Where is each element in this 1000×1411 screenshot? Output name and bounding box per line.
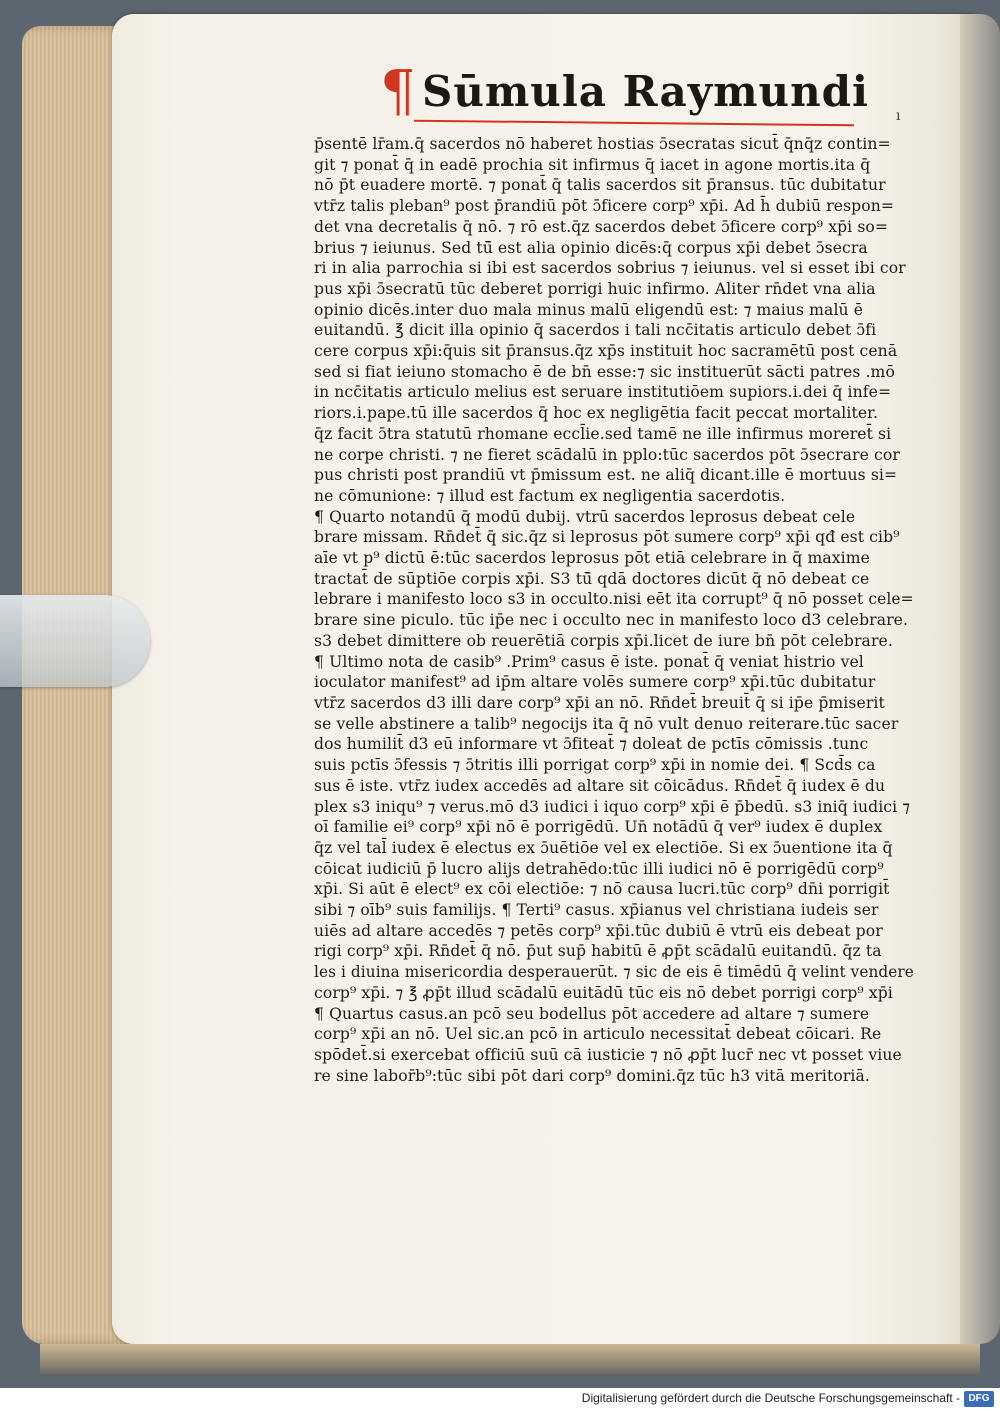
text-line: sus ē iste. vtr̄z iudex accedēs ad altare sit cōicādus. Rn̄det̄ q̄ iudex ē du xyxy=(314,776,886,795)
text-line: s3 debet dimittere ob reuerētiā corpis xp̄i.licet de iure bn̄ pōt celebrare. xyxy=(314,631,893,650)
text-line: nō p̄t euadere mortē. ⁊ ponat̄ q̄ talis sacerdos sit p̄ransus. tūc dubitatur xyxy=(314,176,886,195)
text-line: ¶ Quartus casus.an pcō seu bodellus pōt accedere ad altare ⁊ sumere xyxy=(314,1004,870,1023)
text-line: rigi corp⁹ xp̄i. Rn̄det̄ q̄ nō. p̄ut sup̄ habitū ē ꝓp̄t scādalū euitandū. q̄z ta xyxy=(314,942,882,961)
text-line: sed si fiat ieiuno stomacho ē de bn̄ esse:⁊ sic instituerūt sācti patres .mō xyxy=(314,362,895,381)
text-line: opinio dicēs.inter duo mala minus malū eligendū est: ⁊ maius malū ē xyxy=(314,300,864,319)
text-line: les i diuina misericordia desperauerūt. ⁊ sic de eis ē timēdū q̄ velint vendere xyxy=(314,963,914,982)
text-line: vtr̄z talis pleban⁹ post p̄randiū pōt ɔ̄ficere corp⁹ xp̄i. Ad h̄ dubiū respon= xyxy=(314,197,895,216)
rubric-underline xyxy=(414,120,854,127)
book-bottom-edge xyxy=(40,1344,980,1374)
text-line: det vna decretalis q̄ nō. ⁊ rō est.q̄z sacerdos debet ɔ̄ficere corp⁹ xp̄i so= xyxy=(314,217,889,236)
text-line: re sine labor̄b⁹:tūc sibi pōt dari corp⁹ domini.q̄z tūc h3 vitā meritoriā. xyxy=(314,1066,870,1085)
running-head xyxy=(380,60,900,130)
text-line: pus xp̄i ɔ̄secratū tūc deberet porrigi huic infirmo. Aliter rn̄det vna alia xyxy=(314,279,876,298)
text-line: ne corpe christi. ⁊ ne fieret scādalū in pplo:tūc sacerdos pōt ɔ̄secrare cor xyxy=(314,445,900,464)
text-line: cere corpus xp̄i:q̄uis sit p̄ransus.q̄z xp̄s instituit hoc sacramētū post cenā xyxy=(314,342,898,361)
text-line: ¶ Ultimo nota de casib⁹ .Prim⁹ casus ē iste. ponat̄ q̄ veniat histrio vel xyxy=(314,652,864,671)
text-line: corp⁹ xp̄i an nō. Uel sic.an pcō in articulo necessitat̄ debeat cōicari. Re xyxy=(314,1025,882,1044)
text-line: ioculator manifest⁹ ad ip̄m altare volēs sumere corp⁹ xp̄i.tūc dubitatur xyxy=(314,673,876,692)
text-line: oī familie ei⁹ corp⁹ xp̄i nō ē porrigēdū. Un̄ notādū q̄ ver⁹ iudex ē duplex xyxy=(314,818,883,837)
bookmark-strip xyxy=(0,595,150,687)
text-line: se velle abstinere a talib⁹ negocijs ita q̄ nō vult denuo reiterare.tūc sacer xyxy=(314,714,899,733)
text-line: p̄sentē lr̄am.q̄ sacerdos nō haberet hostias ɔ̄secratas sicut̄ q̄nq̄z contin= xyxy=(314,135,891,153)
text-line: uiēs ad altare accedēs ⁊ petēs corp⁹ xp̄i.tūc dubiū ē vtrū eis debeat por xyxy=(314,921,883,940)
page-gutter-fold xyxy=(960,14,1000,1344)
funding-credit: Digitalisierung gefördert durch die Deutsche Forschungsgemeinschaft - xyxy=(581,1391,960,1405)
dfg-logo: DFG xyxy=(964,1391,994,1407)
text-line: brare sine piculo. tūc ip̄e nec i occulto nec in manifesto loco d3 celebrare. xyxy=(314,611,909,630)
text-line: in ncc̄itatis articulo melius est seruare institutiōem supiors.i.dei q̄ infe= xyxy=(314,383,892,402)
text-line: sibi ⁊ oīb⁹ suis familijs. ¶ Terti⁹ casus. xp̄ianus vel christiana iudeis ser xyxy=(314,901,879,920)
text-line: tractat̄ de sūptiōe corpis xp̄i. S3 tū̄ qdā doctores dicūt q̄ nō debeat ce xyxy=(314,569,870,588)
text-line: suis pctīs ɔ̄fessis ⁊ ɔ̄tritis illi porrigat corp⁹ xp̄i in nomie dei. ¶ Scd̄s ca xyxy=(314,756,876,775)
text-line: riors.i.pape.tū ille sacerdos q̄ hoc ex negligētia facit peccat mortaliter. xyxy=(314,404,879,423)
text-line: plex s3 iniqu⁹ ⁊ verus.mō d3 iudici i̇ iquo corp⁹ xp̄i ē p̄bedū. s3 iniq̄ iudici ⁊ xyxy=(314,797,911,816)
text-line: euitandū. ℥ dicit illa opinio q̄ sacerdos i tali ncc̄itatis articulo debet ɔ̄fi xyxy=(314,321,877,340)
folio-mark: ı xyxy=(896,108,901,124)
text-line: vtr̄z sacerdos d3 illi dare corp⁹ xp̄i an nō. Rn̄det̄ breuit̄ q̄ si ip̄e p̄miserit xyxy=(314,693,885,712)
text-line: q̄z facit ɔ̄tra statutū rhomane eccl̄ie.sed tamē ne ille infirmus moreret̄ si xyxy=(314,424,892,443)
rubric-paragraph-mark: ¶ xyxy=(380,59,416,124)
footer-bar xyxy=(0,1388,1000,1411)
text-line: brius ⁊ ieiunus. Sed tū̄ est alia opinio dicēs:q̄ corpus xp̄i debet ɔ̄secra xyxy=(314,238,868,257)
text-line: lebrare i manifesto loco s3 in occulto.nisi eēt ita corrupt⁹ q̄ nō posset cele= xyxy=(314,590,914,609)
text-line: aīe vt p⁹ dictū ē:tūc sacerdos leprosus pōt etiā celebrare in q̄ maxime xyxy=(314,549,870,568)
text-line: ri in alia parrochia si ibi est sacerdos sobrius ⁊ ieiunus. vel si esset ibi cor xyxy=(314,259,906,278)
text-line: git ⁊ ponat̄ q̄ in eadē prochia sit infirmus q̄ iacet in agone mortis.ita q̄ xyxy=(314,155,871,174)
text-line: spōdet̄.si exercebat officiū suū cā iusticie ⁊ nō ꝓp̄t lucr̄ nec vt posset viue xyxy=(314,1045,902,1064)
text-line: corp⁹ xp̄i. ⁊ ℥ ꝓp̄t illud scādalū euitādū tūc eis nō debet porrigi corp⁹ xp̄i xyxy=(314,983,893,1002)
text-line: q̄z vel tal̄ iudex ē electus ex ɔ̄uētiōe vel ex electiōe. Si ex ɔ̄uentione ita q̄ xyxy=(314,838,893,857)
text-line: ¶ Quarto notandū q̄ modū dubij. vtrū sacerdos leprosus debeat cele xyxy=(314,507,856,526)
text-line: xp̄i. Si aūt ē elect⁹ ex cōi electiōe: ⁊ nō causa lucri.tūc corp⁹ dn̄i porrigit̄ xyxy=(314,880,890,899)
text-line: pus christi post prandiū vt p̄missum est. ne aliq̄ dicant.ille ē mortuus si= xyxy=(314,466,898,485)
text-line: brare missam. Rn̄det̄ q̄ sic.q̄z si leprosus pōt sumere corp⁹ xp̄i qđ est cib⁹ xyxy=(314,528,900,547)
text-block xyxy=(314,134,914,1086)
text-line: cōicat iudiciū p̄ lucro alijs detrahēdo:tūc illi iudici nō ē porrigēdū corp⁹ xyxy=(314,859,884,878)
page-title: Sūmula Raymundi xyxy=(422,67,869,116)
text-line: ne cōmunione: ⁊ illud est factum ex negligentia sacerdotis. xyxy=(314,486,786,505)
text-line: dos humilit̄ d3 eū informare vt ɔ̄fiteat̄ ⁊ doleat de pctīs cōmissis .tunc xyxy=(314,735,869,754)
